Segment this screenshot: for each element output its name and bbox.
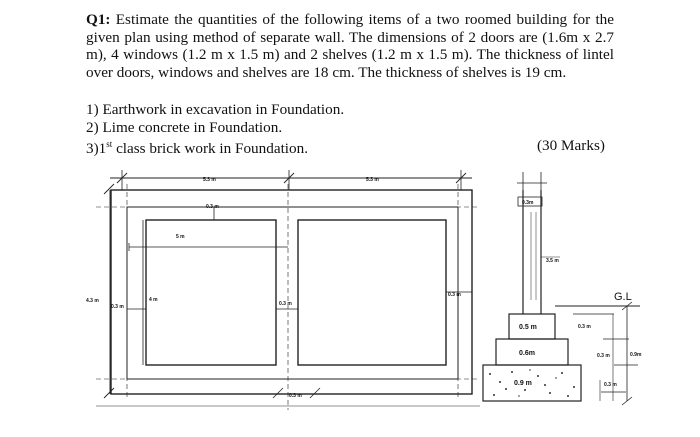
dim-right-wall: 0.3 m bbox=[448, 292, 461, 298]
dim-overall-width: 4.3 m bbox=[86, 298, 99, 304]
item-earthwork: 1) Earthwork in excavation in Foundation. bbox=[86, 101, 345, 118]
dim-inner-width: 4 m bbox=[149, 297, 158, 303]
dim-top-right-len: 5.3 m bbox=[366, 177, 379, 183]
dim-middle-wall: 0.3 m bbox=[279, 301, 292, 307]
dim-footing-3: 0.9 m bbox=[514, 380, 532, 387]
ground-level-label: G.L bbox=[614, 291, 632, 303]
dim-inner-len: 5 m bbox=[176, 234, 185, 240]
dim-wall-height: 3.5 m bbox=[546, 258, 559, 264]
foundation-section bbox=[483, 172, 640, 405]
dim-top-left-len: 5.3 m bbox=[203, 177, 216, 183]
dim-left-wall: 0.3 m bbox=[111, 304, 124, 310]
dim-footing-1: 0.5 m bbox=[519, 324, 537, 331]
dim-wall-thickness: 0.3m bbox=[522, 200, 534, 206]
section-dimension-labels bbox=[514, 200, 642, 388]
plan-dimension-labels bbox=[86, 177, 461, 399]
question-number: Q1: bbox=[86, 11, 111, 28]
item-lime-concrete: 2) Lime concrete in Foundation. bbox=[86, 118, 283, 136]
concrete-hatch bbox=[489, 369, 575, 397]
dim-depth: 0.9m bbox=[630, 352, 642, 358]
floor-plan bbox=[96, 170, 480, 410]
dim-footing-2: 0.6m bbox=[519, 350, 535, 357]
dim-step-3: 0.3 m bbox=[604, 382, 617, 388]
dim-step-1: 0.3 m bbox=[578, 324, 591, 330]
marks-label: (30 Marks) bbox=[537, 137, 605, 154]
dim-bottom-wall: 0.3 m bbox=[289, 393, 302, 399]
dim-top-wall: 0.3 m bbox=[206, 204, 219, 210]
question-body: Estimate the quantities of the following items of a two roomed building for the given plan using method of separate wall. The dimensions of 2 doors are (1.6m x 2.7 m), 4 windows (1.2 m x 1.5 m) and 2 shelves (1.2 m x 1.5 m). The thickness of lintel over doors, windows and shelves are 18 cm. The thickness of shelves is 19 cm. bbox=[86, 11, 614, 81]
dim-step-2: 0.3 m bbox=[597, 353, 610, 359]
item-brickwork: 3)1st class brick work in Foundation. bbox=[86, 139, 308, 158]
